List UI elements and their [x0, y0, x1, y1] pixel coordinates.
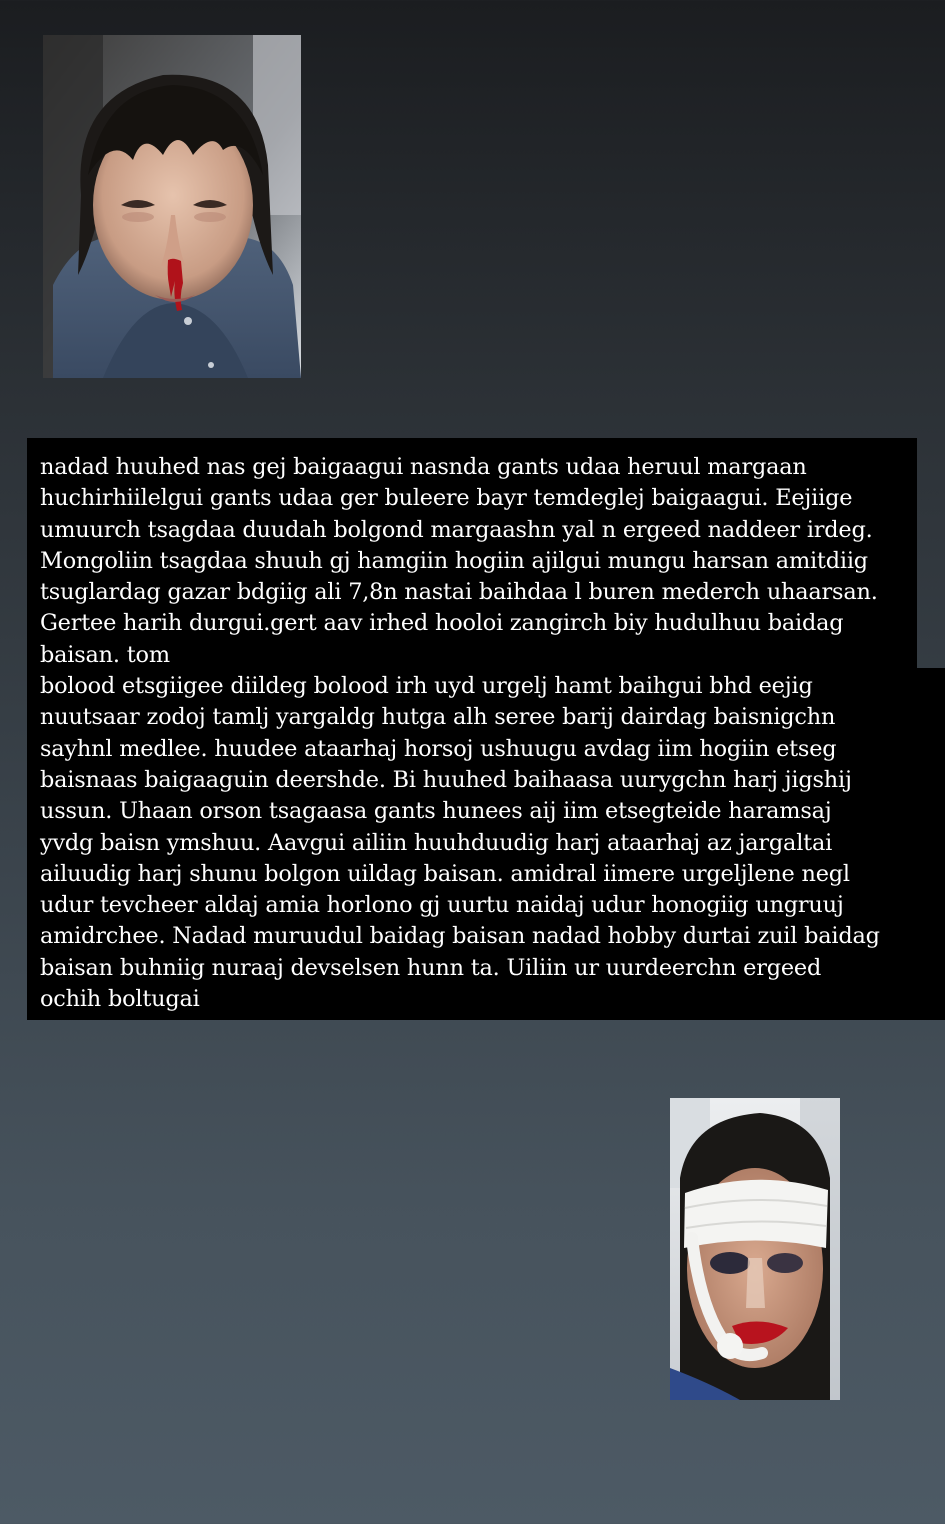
caption-line: baisan. tom [40, 641, 170, 668]
caption-line: baisan buhniig nuraaj devselsen hunn ta. Uiliin ur uurdeerchn ergeed [40, 954, 822, 981]
bottom-photo [670, 1098, 840, 1400]
crying-woman-photo-icon [43, 35, 301, 378]
caption-line: ussun. Uhaan orson tsagaasa gants hunees aij iim etsegteide haramsaj [40, 798, 832, 825]
caption-line: ochih boltugai [40, 986, 200, 1013]
caption-line: amidrchee. Nadad muruudul baidag baisan nadad hobby durtai zuil baidag [40, 923, 880, 950]
story-caption-text [40, 452, 920, 1015]
caption-line: nuutsaar zodoj tamlj yargaldg hutga alh seree barij dairdag baisnigchn [40, 704, 836, 731]
caption-line: huchirhiilelgui gants udaa ger buleere bayr temdeglej baigaagui. Eejiige [40, 485, 853, 512]
caption-line: baisnaas baigaaguin deershde. Bi huuhed baihaasa uurygchn harj jigshij [40, 766, 852, 793]
bandaged-woman-photo-icon [670, 1098, 840, 1400]
caption-line: Gertee harih durgui.gert aav irhed hooloi zangirch biy hudulhuu baidag [40, 610, 844, 637]
caption-line: nadad huuhed nas gej baigaagui nasnda gants udaa heruul margaan [40, 454, 807, 480]
caption-line: umuurch tsagdaa duudah bolgond margaashn yal n ergeed naddeer irdeg. [40, 516, 873, 543]
caption-line: Mongoliin tsagdaa shuuh gj hamgiin hogiin ajilgui mungu harsan amitdiig [40, 547, 868, 574]
caption-line: tsuglardag gazar bdgiig ali 7,8n nastai baihdaa l buren mederch uhaarsan. [40, 579, 878, 606]
caption-line: sayhnl medlee. huudee ataarhaj horsoj ushuugu avdag iim hogiin etseg [40, 735, 837, 762]
top-photo [43, 35, 301, 378]
caption-line: ailuudig harj shunu bolgon uildag baisan. amidral iimere urgeljlene negl [40, 860, 850, 887]
caption-line: yvdg baisn ymshuu. Aavgui ailiin huuhduudig harj ataarhaj az jargaltai [40, 829, 833, 856]
caption-line: bolood etsgiigee diildeg bolood irh uyd urgelj hamt baihgui bhd eejig [40, 673, 813, 700]
caption-line: udur tevcheer aldaj amia horlono gj uurtu naidaj udur honogiig ungruuj [40, 892, 844, 919]
